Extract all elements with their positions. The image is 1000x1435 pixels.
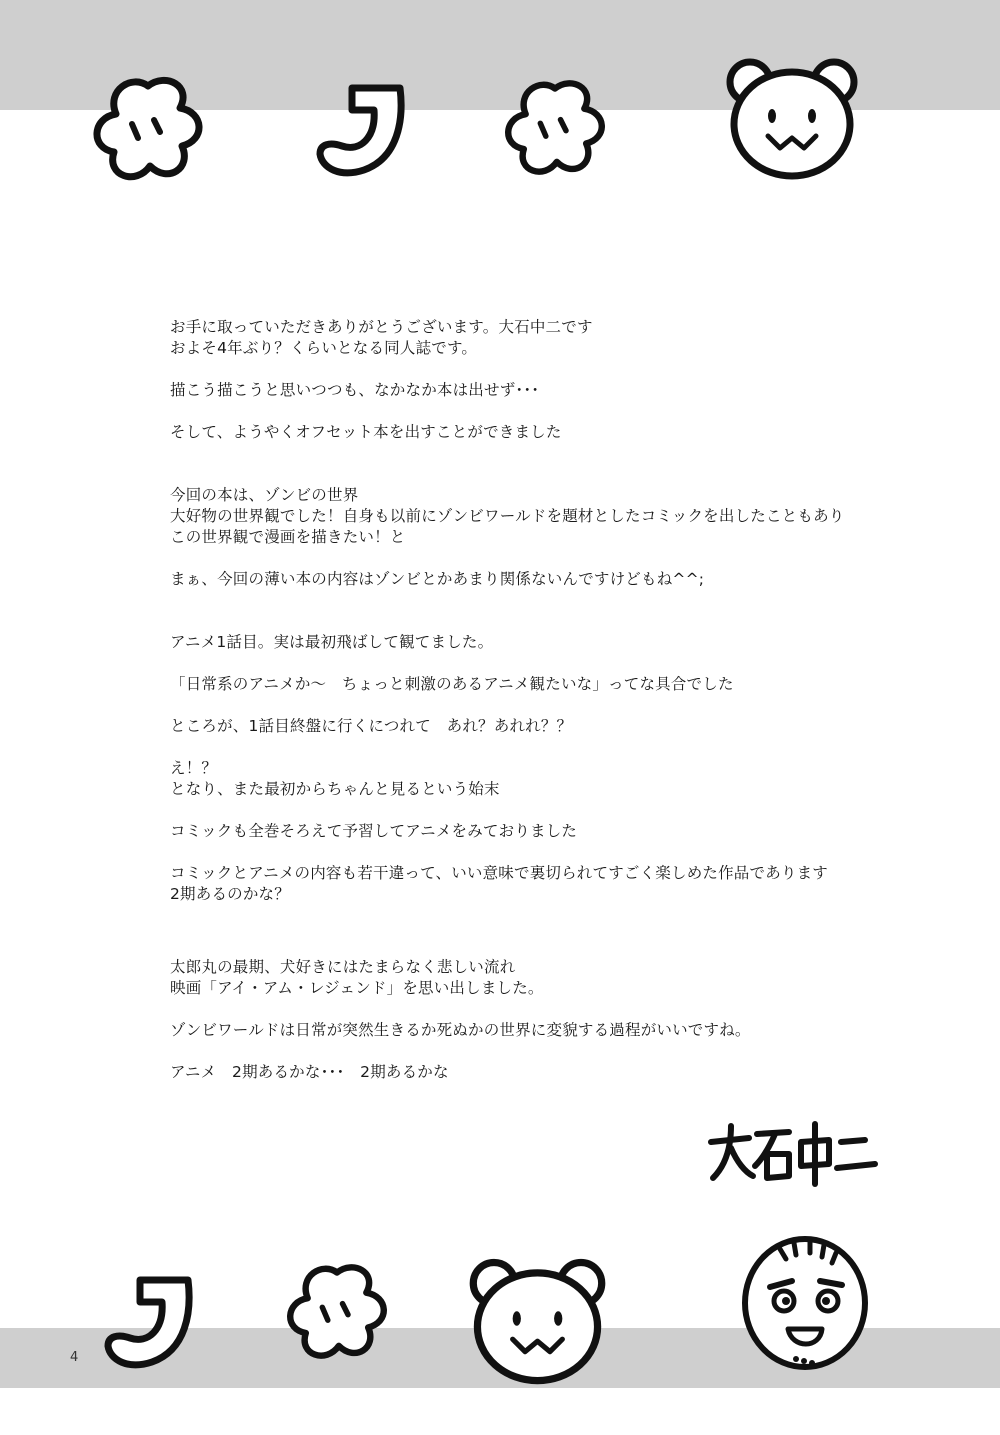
bear-face-doodle-icon [465,1252,610,1387]
text-line: この世界観で漫画を描きたい！と [170,528,406,546]
text-line: およそ4年ぶり？くらいとなる同人誌です。 [170,339,478,357]
text-line: アニメ 2期あるかな･･･ 2期あるかな [170,1063,449,1081]
text-line: ゾンビワールドは日常が突然生きるか死ぬかの世界に変貌する過程がいいですね。 [170,1021,751,1039]
text-line: コミックも全巻そろえて予習してアニメをみておりました [170,822,578,840]
text-line: 「日常系のアニメか～ ちょっと刺激のあるアニメ観たいな」ってな具合でした [170,675,734,693]
text-line: お手に取っていただきありがとうございます。大石中二です [170,318,593,336]
text-line: コミックとアニメの内容も若干違って、いい意味で裏切られてすごく楽しめた作品であります [170,864,829,882]
text-line: 2期あるのかな？ [170,885,290,903]
page-number: 4 [70,1350,79,1365]
flower-doodle-icon [282,1256,392,1366]
text-line: え！？ [170,759,218,777]
text-line: そして、ようやくオフセット本を出すことができました [170,423,562,441]
banana-doodle-icon [100,1272,200,1372]
text-line: となり、また最初からちゃんと見るという始末 [170,780,500,798]
man-face-doodle-icon [730,1225,880,1375]
flower-doodle-icon [500,72,610,182]
bear-face-doodle-icon [722,52,862,182]
banana-doodle-icon [312,80,412,180]
text-line: 描こう描こうと思いつつも、なかなか本は出せず･･･ [170,381,540,399]
text-line: 大好物の世界観でした！自身も以前にゾンビワールドを題材としたコミックを出したこともあり [170,507,845,525]
letter-body [170,317,870,1083]
handwritten-signature [705,1118,880,1188]
text-line: 今回の本は、ゾンビの世界 [170,486,359,504]
text-line: 映画「アイ・アム・レジェンド」を思い出しました。 [170,979,544,997]
text-line: まぁ、今回の薄い本の内容はゾンビとかあまり関係ないんですけどもね^^; [170,570,705,588]
text-line: 太郎丸の最期、犬好きにはたまらなく悲しい流れ [170,958,516,976]
text-line: アニメ1話目。実は最初飛ばして観てました。 [170,633,494,651]
text-line: ところが、1話目終盤に行くにつれて あれ？あれれ？？ [170,717,573,735]
flower-doodle-icon [88,68,208,188]
